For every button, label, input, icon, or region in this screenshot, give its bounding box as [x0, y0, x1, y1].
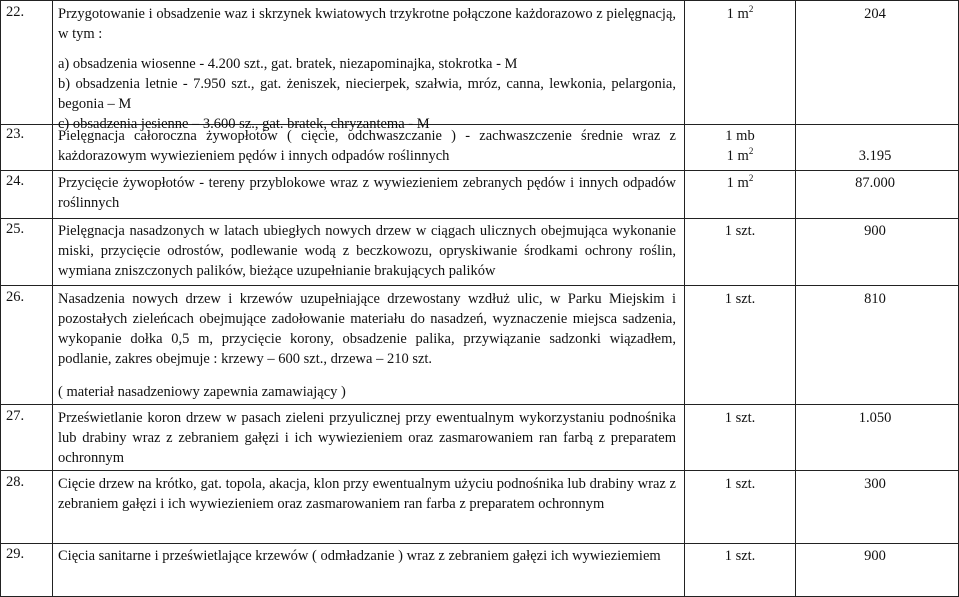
row-number: 25.	[6, 221, 25, 237]
quantity-cell: 1.050	[858, 410, 892, 426]
row-number: 28.	[6, 474, 25, 490]
description-line: Przygotowanie i obsadzenie waz i skrzynek kwiatowych trzykrotne połączone każdorazowo z pielęgnacją, w tym :	[58, 6, 676, 42]
row-number: 29.	[6, 546, 25, 562]
unit-label: 1 m	[726, 148, 749, 164]
column-divider	[684, 0, 685, 597]
row-divider	[0, 404, 959, 405]
quantity-cell: 204	[864, 6, 886, 22]
unit-cell: 1 szt.	[724, 476, 756, 492]
quantity-cell: 300	[864, 476, 886, 492]
unit-label: 1 m	[726, 6, 749, 22]
row-number: 23.	[6, 126, 25, 142]
description-note: ( materiał nasadzeniowy zapewnia zamawiający )	[58, 384, 346, 400]
description-line: a) obsadzenia wiosenne - 4.200 szt., gat. bratek, niezapominajka, stokrotka - M	[58, 56, 518, 72]
row-divider	[0, 470, 959, 471]
unit-cell: 1 szt.	[724, 410, 756, 426]
row-divider	[0, 543, 959, 544]
unit-cell	[690, 173, 790, 193]
row-description: Cięcia sanitarne i prześwietlające krzewów ( odmładzanie ) wraz z zebraniem gałęzi ich wywieziemiem	[58, 548, 661, 564]
column-divider	[52, 0, 53, 597]
row-number: 27.	[6, 408, 25, 424]
row-divider	[0, 218, 959, 219]
row-number: 24.	[6, 173, 25, 189]
unit-exponent: 2	[748, 173, 754, 183]
row-number: 26.	[6, 289, 25, 305]
quantity-cell: 87.000	[855, 175, 895, 191]
description-line: Nasadzenia nowych drzew i krzewów uzupełniające drzewostany wzdłuż ulic, w Parku Miejskim i pozostałych zieleńcach obejmujące zadołowanie materiału do nasadzeń, wyznaczenie miejsca sadzenia, wykopanie dołka 0,5 m, przycięcie korony, obsadzenie palika, przywiązanie sadzonki wiązadłem, podlanie, zakres obejmuje : krzewy – 600 szt., drzewa – 210 szt.	[58, 291, 676, 367]
unit-cell: 1 szt.	[724, 291, 756, 307]
row-divider	[0, 285, 959, 286]
row-description: Prześwietlanie koron drzew w pasach zieleni przyulicznej przy ewentualnym wykorzystaniu podnośnika lub drabiny wraz z zebraniem gałęzi i ich wywiezieniem oraz zasmarowaniem ran farbą z preparatem ochronnym	[58, 410, 676, 466]
row-description: Cięcie drzew na krótko, gat. topola, akacja, klon przy ewentualnym użyciu podnośnika lub drabiny wraz z zebraniem gałęzi i ich wywiezieniem oraz zasmarowaniem ran farba z preparatem ochronnym	[58, 476, 676, 512]
quantity-cell: 3.195	[858, 148, 892, 164]
unit-cell: 1 szt.	[724, 223, 756, 239]
column-divider	[0, 0, 1, 597]
row-description: Przycięcie żywopłotów - tereny przyblokowe wraz z wywiezieniem zebranych pędów i innych odpadów roślinnych	[58, 175, 676, 211]
row-number: 22.	[6, 4, 25, 20]
description-line: b) obsadzenia letnie - 7.950 szt., gat. żeniszek, niecierpek, szałwia, mróz, canna, lewkonia, pelargonia, begonia – M	[58, 76, 676, 112]
row-divider	[0, 0, 959, 1]
quantity-cell: 900	[864, 548, 886, 564]
unit-cell	[690, 126, 790, 166]
row-description	[58, 289, 676, 402]
unit-cell: 1 szt.	[724, 548, 756, 564]
unit-exponent: 2	[748, 4, 754, 14]
unit-exponent: 2	[748, 146, 754, 156]
unit-label: 1 m	[726, 175, 749, 191]
row-description: Pielęgnacja nasadzonych w latach ubiegłych nowych drzew w ciągach ulicznych obejmująca wykonanie miski, przycięcie odrostów, podlewanie wodą z beczkowozu, opryskiwanie środkami ochrony roślin, wymiana zniszczonych palików, bieżące uzupełnianie brakujących palików	[58, 223, 676, 279]
quantity-cell: 900	[864, 223, 886, 239]
row-divider	[0, 170, 959, 171]
row-description	[58, 4, 676, 134]
unit-label: 1 mb	[725, 128, 755, 144]
row-description: Pielęgnacja całoroczna żywopłotów ( cięcie, odchwaszczanie ) - zachwaszczenie średnie wraz z każdorazowym wywiezieniem pędów i innych odpadów roślinnych	[58, 128, 676, 164]
unit-cell	[690, 4, 790, 24]
quantity-cell: 810	[864, 291, 886, 307]
description-line: c) obsadzenia jesienne – 3.600 sz., gat. bratek, chryzantema - M	[58, 116, 430, 132]
